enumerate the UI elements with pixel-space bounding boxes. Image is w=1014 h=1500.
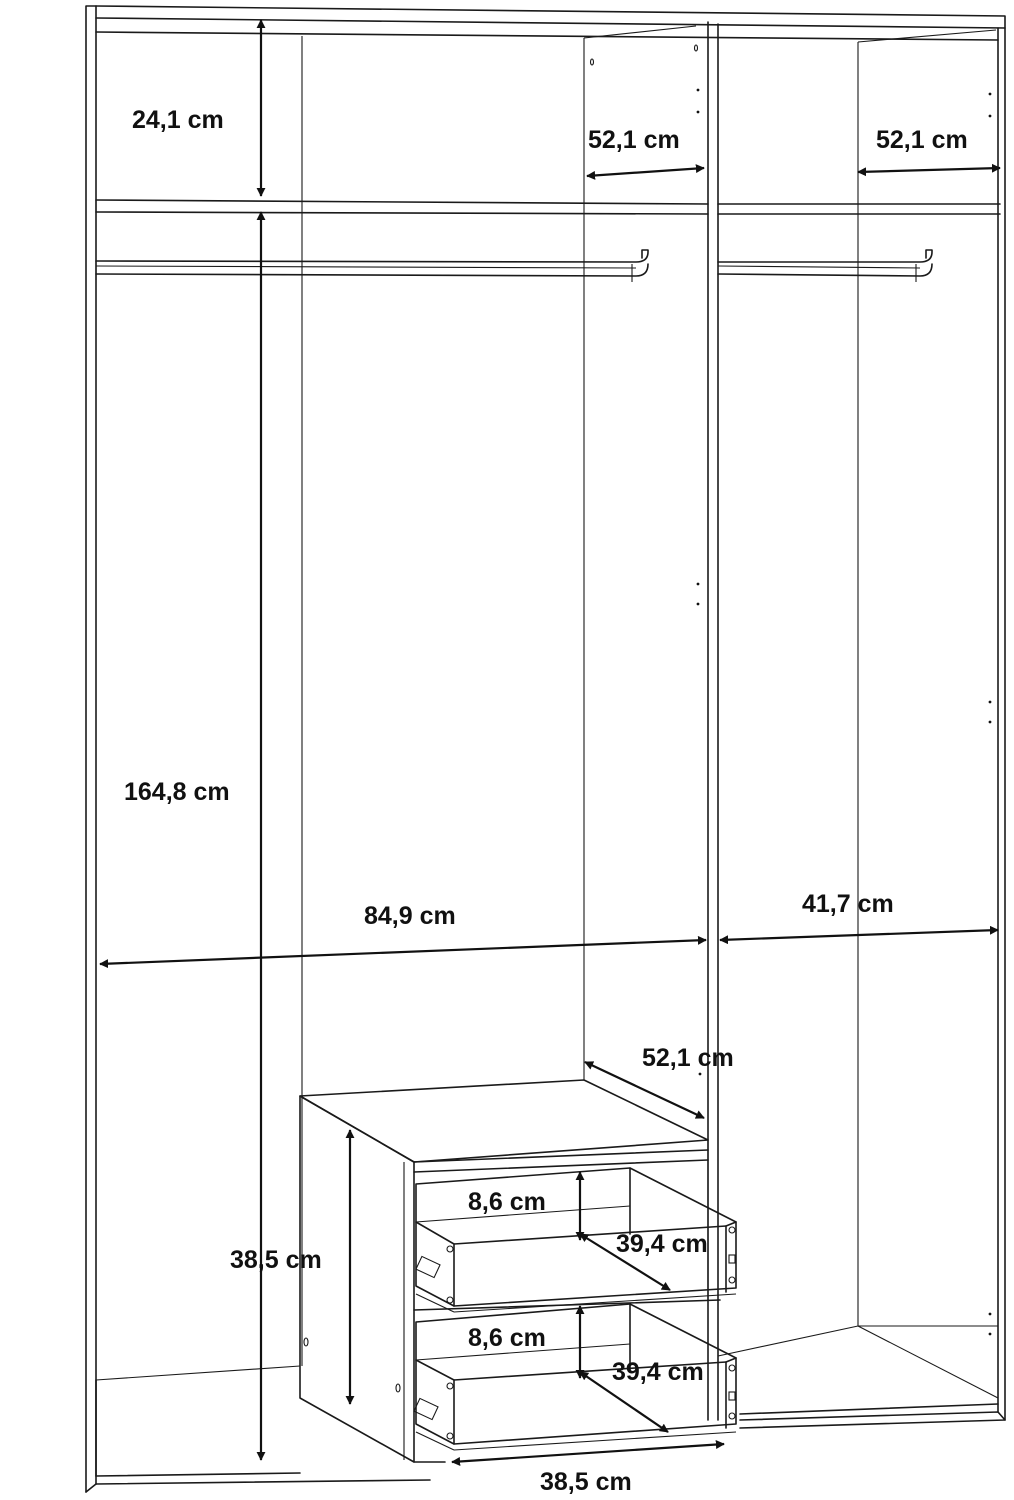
wardrobe-carcass	[86, 6, 1005, 1492]
label-left-depth-top: 52,1 cm	[588, 126, 680, 154]
dim-right-depth-top-arrow	[858, 168, 1000, 172]
label-hanging-height: 164,8 cm	[124, 778, 230, 806]
label-drawer2-height: 8,6 cm	[468, 1324, 546, 1352]
label-drawer1-depth: 39,4 cm	[616, 1230, 708, 1258]
top-shelf-left	[96, 200, 708, 214]
label-drawer-unit-width: 38,5 cm	[540, 1468, 632, 1496]
hanging-rail-left	[96, 250, 648, 282]
shelf-pin-holes	[591, 45, 992, 1335]
label-right-depth-top: 52,1 cm	[876, 126, 968, 154]
label-drawer-unit-height: 38,5 cm	[230, 1246, 322, 1274]
label-left-inner-width: 84,9 cm	[364, 902, 456, 930]
label-drawer-unit-depth: 52,1 cm	[642, 1044, 734, 1072]
dim-left-depth-top-arrow	[587, 168, 704, 176]
dim-drawer-unit-width-arrow	[452, 1444, 724, 1462]
label-right-inner-width: 41,7 cm	[802, 890, 894, 918]
dim-left-width-arrow	[100, 940, 706, 964]
label-top-compartment-height: 24,1 cm	[132, 106, 224, 134]
hanging-rail-right	[718, 250, 932, 282]
top-shelf-right	[718, 204, 1000, 214]
label-drawer1-height: 8,6 cm	[468, 1188, 546, 1216]
dim-right-width-arrow	[720, 930, 998, 940]
drawer-unit	[300, 1080, 720, 1462]
label-drawer2-depth: 39,4 cm	[612, 1358, 704, 1386]
